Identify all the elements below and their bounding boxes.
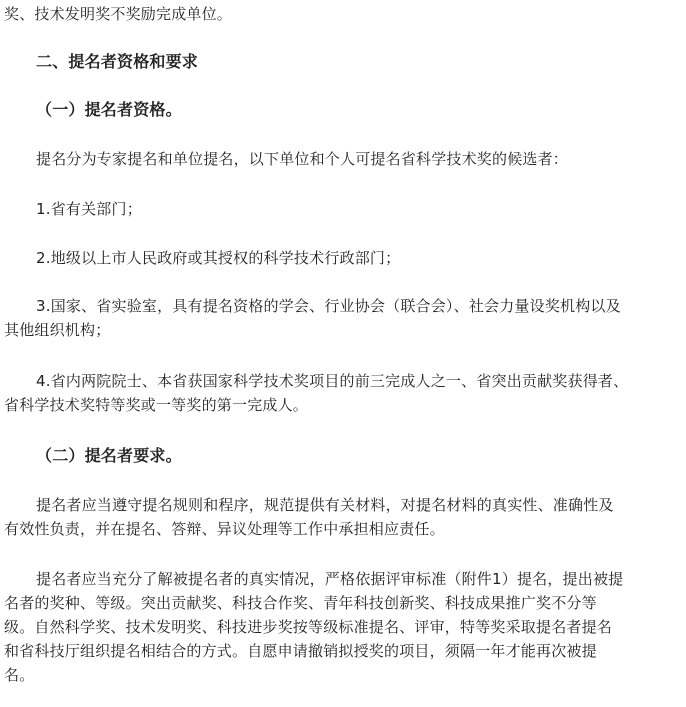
text-line: 提名分为专家提名和单位提名，以下单位和个人可提名省科学技术奖的候选者：: [36, 150, 569, 168]
list-item-1: [36, 197, 686, 221]
subheading-nominator-requirements: [36, 444, 686, 468]
text-line: 1.省有关部门；: [36, 200, 142, 218]
text-line: 名者的奖种、等级。突出贡献奖、科技合作奖、青年科技创新奖、科技成果推广奖不分等: [4, 594, 597, 612]
text-line: （二）提名者要求。: [36, 446, 182, 465]
text-line: 奖、技术发明奖不奖励完成单位。: [4, 5, 233, 23]
text-line: 有效性负责，并在提名、答辩、异议处理等工作中承担相应责任。: [4, 520, 445, 538]
text-line: 提名者应当充分了解被提名者的真实情况，严格依据评审标准（附件1）提名，提出被提: [36, 570, 624, 588]
list-item-3: [4, 294, 680, 342]
section-heading-qualifications: [36, 50, 686, 74]
text-line: 和省科技厅组织提名相结合的方式。自愿申请撤销拟授奖的项目，须隔一年才能再次被提: [4, 642, 597, 660]
list-item-2: [36, 246, 686, 270]
paragraph-award-units: [4, 2, 680, 26]
paragraph-nomination-types: [36, 147, 686, 171]
text-line: 级。自然科学奖、技术发明奖、科技进步奖按等级标准提名、评审，特等奖采取提名者提名: [4, 618, 613, 636]
paragraph-nomination-rules: [4, 493, 680, 541]
text-line: （一）提名者资格。: [36, 100, 182, 119]
list-item-4: [4, 369, 680, 417]
text-line: 3.国家、省实验室，具有提名资格的学会、行业协会（联合会）、社会力量设奖机构以及: [36, 297, 621, 315]
text-line: 4.省内两院院士、本省获国家科学技术奖项目的前三完成人之一、省突出贡献奖获得者、: [36, 372, 629, 390]
text-line: 二、提名者资格和要求: [36, 52, 199, 71]
paragraph-nomination-details: [4, 567, 680, 687]
text-line: 2.地级以上市人民政府或其授权的科学技术行政部门；: [36, 249, 401, 267]
text-line: 提名者应当遵守提名规则和程序，规范提供有关材料，对提名材料的真实性、准确性及: [36, 496, 614, 514]
text-line: 名。: [4, 666, 35, 684]
text-line: 省科学技术奖特等奖或一等奖的第一完成人。: [4, 396, 309, 414]
text-line: 其他组织机构；: [4, 321, 111, 339]
subheading-nominator-qualifications: [36, 98, 686, 122]
